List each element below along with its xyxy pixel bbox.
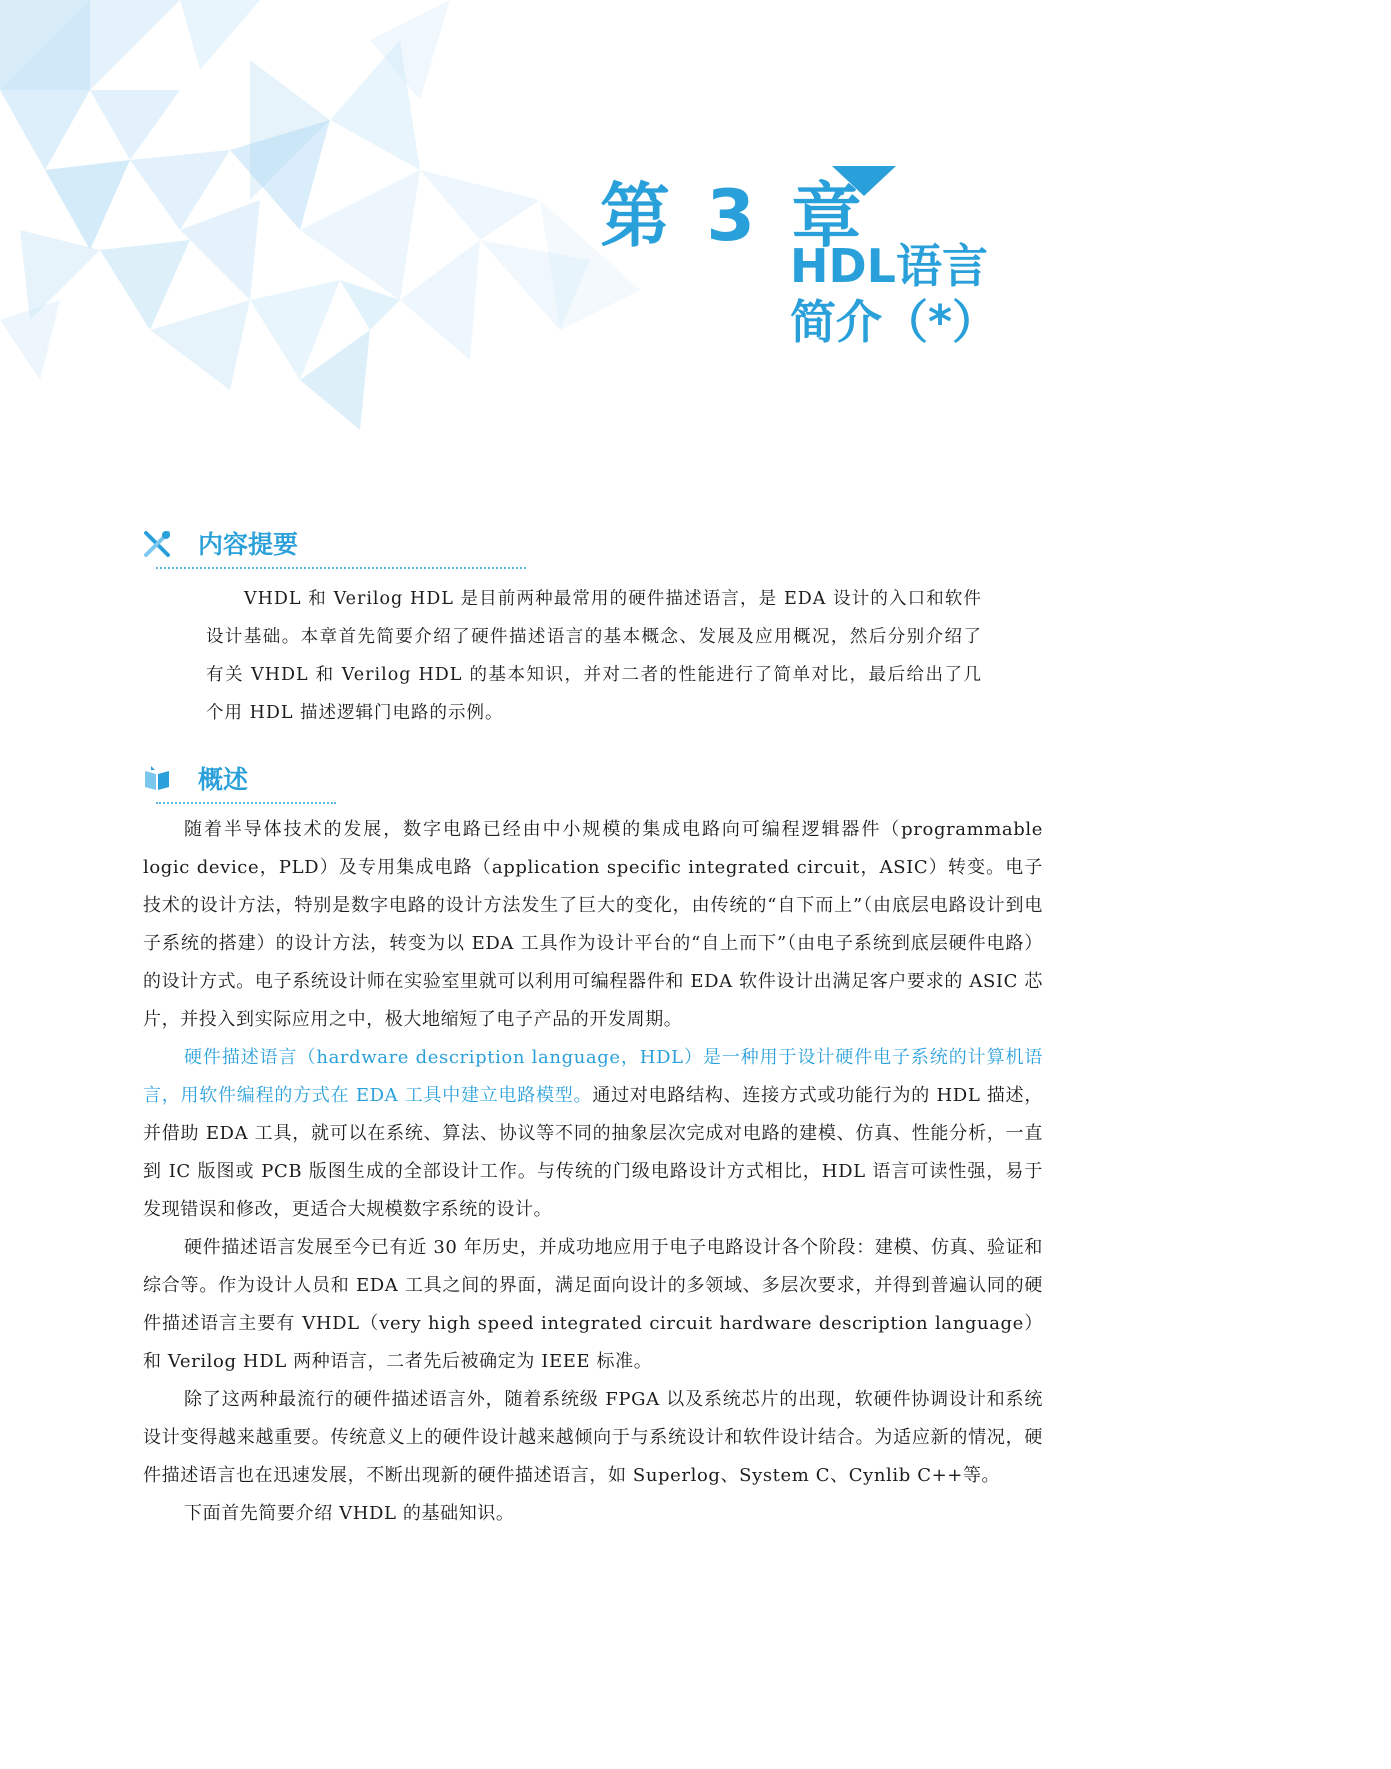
chapter-number: 第 3 章 xyxy=(600,175,868,257)
chapter-title-line-1: HDL语言 xyxy=(790,239,988,293)
decor-triangle-2 xyxy=(90,0,180,90)
overview-body xyxy=(143,811,1043,1533)
decor-triangle-24 xyxy=(0,300,60,380)
overview-heading xyxy=(142,760,342,800)
chapter-title-line-2: 简介（*） xyxy=(790,295,999,349)
overview-heading-label: 概述 xyxy=(198,765,249,794)
decor-triangle-15 xyxy=(150,300,250,390)
summary-heading-label: 内容提要 xyxy=(198,530,299,559)
summary-heading-rule xyxy=(156,567,526,569)
definition-highlight: 硬件描述语言（hardware description language，HDL）是一种用于设计硬件电子系统的计算机语言，用软件编程的方式在 EDA 工具中建立电路模型。 xyxy=(143,1047,1043,1106)
decor-triangle-5 xyxy=(0,90,90,170)
chapter-title xyxy=(790,238,1030,350)
decor-triangle-10 xyxy=(100,240,190,330)
overview-paragraph-2 xyxy=(143,1039,1043,1229)
summary-heading xyxy=(142,525,402,565)
decor-triangle-7 xyxy=(45,160,130,250)
crossed-tools-icon xyxy=(142,529,172,559)
decor-triangle-3 xyxy=(180,0,260,70)
summary-paragraph: VHDL 和 Verilog HDL 是目前两种最常用的硬件描述语言，是 EDA 设计的入口和软件设计基础。本章首先简要介绍了硬件描述语言的基本概念、发展及应用概况，然后分别介绍了有关 VHDL 和 Verilog HDL 的基本知识，并对二者的性能进行了简单对比，最后给出了几个用 HDL 描述逻辑门电路的示例。 xyxy=(206,589,982,723)
decor-triangle-19 xyxy=(400,240,480,360)
overview-paragraph-4: 除了这两种最流行的硬件描述语言外，随着系统级 FPGA 以及系统芯片的出现，软硬件协调设计和系统设计变得越来越重要。传统意义上的硬件设计越来越倾向于与系统设计和软件设计结合。为适应新的情况，硬件描述语言也在迅速发展，不断出现新的硬件描述语言，如 Superlog、System C、Cynlib C++等。 xyxy=(143,1389,1043,1486)
book-icon xyxy=(142,764,172,794)
overview-paragraph-1: 随着半导体技术的发展，数字电路已经由中小规模的集成电路向可编程逻辑器件（programmable logic device，PLD）及专用集成电路（application specific integrated circuit，ASIC）转变。电子技术的设计方法，特别是数字电路的设计方法发生了巨大的变化，由传统的“自下而上”（由底层电路设计到电子系统的搭建）的设计方法，转变为以 EDA 工具作为设计平台的“自上而下”（由电子系统到底层硬件电路）的设计方式。电子系统设计师在实验室里就可以利用可编程器件和 EDA 软件设计出满足客户要求的 ASIC 芯片，并投入到实际应用之中，极大地缩短了电子产品的开发周期。 xyxy=(143,819,1043,1030)
decor-triangle-6 xyxy=(90,90,180,160)
decor-triangle-18 xyxy=(300,170,420,300)
overview-paragraph-5: 下面首先简要介绍 VHDL 的基础知识。 xyxy=(184,1503,515,1524)
decor-triangle-11 xyxy=(180,200,260,300)
overview-heading-rule xyxy=(156,802,336,804)
summary-text-block xyxy=(206,580,982,732)
overview-paragraph-2-rest: 通过对电路结构、连接方式或功能行为的 HDL 描述，并借助 EDA 工具，就可以在系统、算法、协议等不同的抽象层次完成对电路的建模、仿真、性能分析，一直到 IC 版图或 PCB 版图生成的全部设计工作。与传统的门级电路设计方式相比，HDL 语言可读性强，易于发现错误和修改，更适合大规模数字系统的设计。 xyxy=(143,1085,1043,1220)
overview-paragraph-3: 硬件描述语言发展至今已有近 30 年历史，并成功地应用于电子电路设计各个阶段：建模、仿真、验证和综合等。作为设计人员和 EDA 工具之间的界面，满足面向设计的多领域、多层次要求，并得到普遍认同的硬件描述语言主要有 VHDL（very high speed integrated circuit hardware description language）和 Verilog HDL 两种语言，二者先后被确定为 IEEE 标准。 xyxy=(143,1237,1043,1372)
decor-triangle-20 xyxy=(420,170,540,240)
